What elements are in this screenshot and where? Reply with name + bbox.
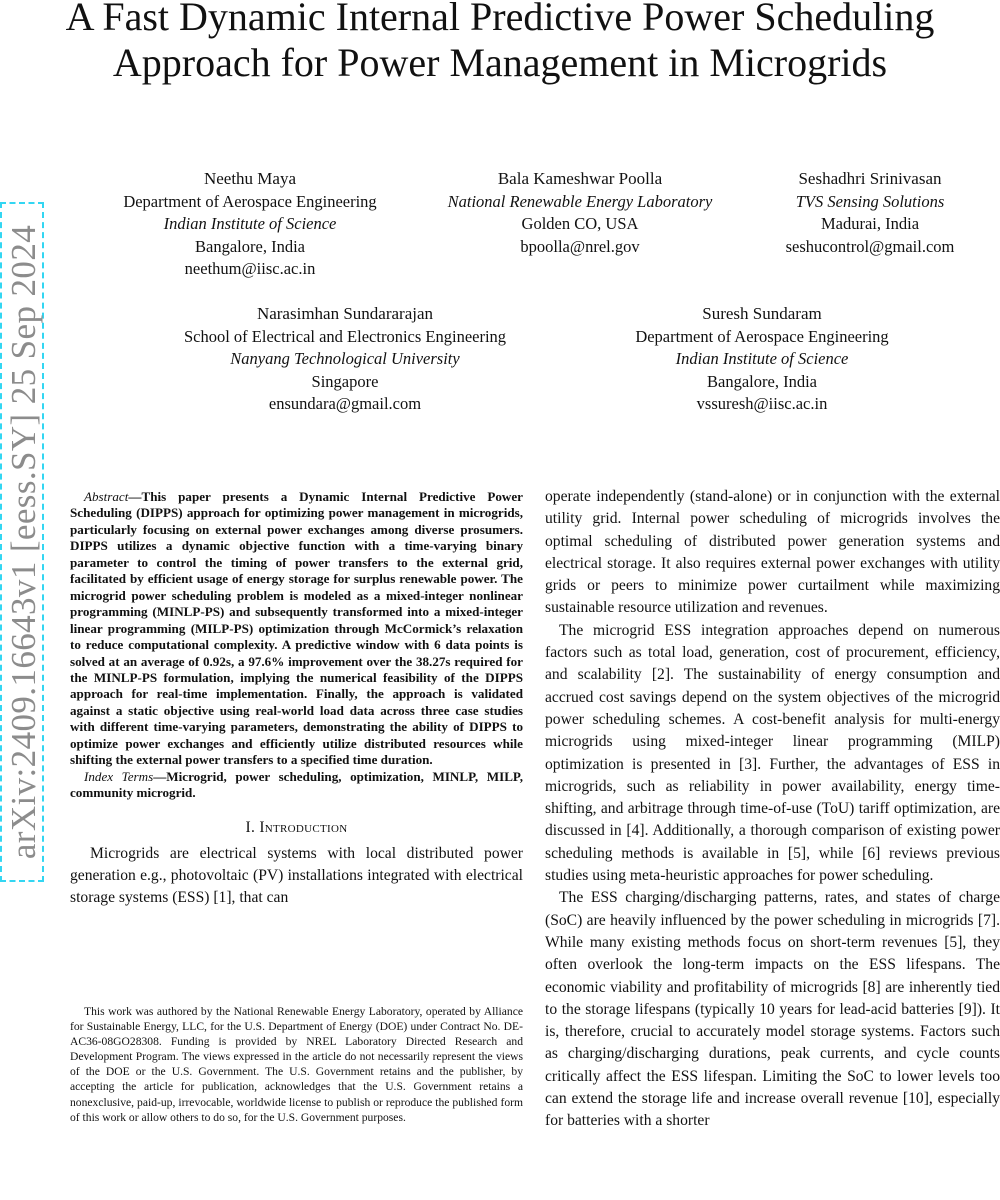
paper-title: A Fast Dynamic Internal Predictive Power Scheduling Approach for Power Management in Microgrids (65, 0, 935, 85)
left-column (70, 489, 523, 910)
paragraph: The ESS charging/discharging patterns, rates, and states of charge (SoC) are heavily influenced by the power scheduling in microgrids [7]. While many existing methods focus on short-term revenues [5], they often overlook the long-term impacts on the ESS lifespans. The economic viability and profitability of microgrids [8] are inherently tied to the storage lifespans (typically 10 years for lead-acid batteries [9]). It is, therefore, crucial to accurately model storage systems. Factors such as charging/discharging durations, peak currents, and cycle counts critically affect the ESS lifespan. Limiting the SoC to lower levels too can extend the storage life and increase overall revenue [10], especially for batteries with a shorter (545, 889, 1000, 1130)
author-block-3 (760, 168, 980, 258)
author-dept: Department of Aerospace Engineering (123, 191, 377, 211)
author-location: Bangalore, India (195, 236, 305, 256)
author-email: bpoolla@nrel.gov (520, 236, 640, 256)
author-name: Bala Kameshwar Poolla (497, 169, 663, 188)
footnote: This work was authored by the National Renewable Energy Laboratory, operated by Alliance for Sustainable Energy, LLC, for the U.S. Department of Energy (DOE) under Contract No. DE-AC36-08GO28308. Funding is provided by NREL Laboratory Directed Research and Development Program. The views expressed in the article do not necessarily represent the views of the DOE or the U.S. Government. The U.S. Government retains and the publisher, by accepting the article for publication, acknowledges that the U.S. Government retains a nonexclusive, paid-up, irrevocable, worldwide license to publish or reproduce the published form of this work or allow others to do so, for the U.S. Government purposes. (70, 1005, 523, 1124)
paragraph: The microgrid ESS integration approaches depend on numerous factors such as total load, generation, cost of procurement, efficiency, and scalability [2]. The sustainability of energy consumption and accrued cost savings depend on the system objectives of the microgrid power scheduling schemes. A cost-benefit analysis for multi-energy microgrids using mixed-integer linear programming (MILP) optimization is presented in [3]. Further, the advantages of ESS in microgrids, such as reliability in power availability, energy time-shifting, and arbitrage through time-of-use (ToU) tariff optimization, are discussed in [4]. Additionally, a thorough comparison of existing power scheduling methods is available in [5], while [6] reviews previous studies using meta-heuristic approaches for power scheduling. (545, 621, 1000, 885)
author-location: Golden CO, USA (521, 214, 639, 233)
abstract (70, 489, 523, 769)
author-block-1 (100, 168, 400, 281)
author-dept: School of Electrical and Electronics Engineering (183, 326, 507, 346)
author-email: neethum@iisc.ac.in (184, 259, 316, 278)
intro-paragraph: Microgrids are electrical systems with local distributed power generation e.g., photovoltaic (PV) installations integrated with electrical storage systems (ESS) [1], that can (70, 844, 523, 907)
author-dept: Department of Aerospace Engineering (635, 326, 889, 346)
author-name: Suresh Sundaram (702, 304, 822, 323)
index-terms-text: —Microgrid, power scheduling, optimization, MINLP, MILP, community microgrid. (70, 768, 524, 801)
author-email: ensundara@gmail.com (268, 394, 422, 413)
author-institution: Indian Institute of Science (163, 214, 337, 233)
author-location: Bangalore, India (707, 371, 817, 391)
section-number: I. (245, 818, 256, 836)
author-name: Neethu Maya (203, 169, 297, 188)
author-name: Seshadhri Srinivasan (798, 169, 942, 188)
abstract-label: Abstract (84, 489, 129, 504)
index-terms-label: Index Terms (84, 768, 154, 784)
author-institution: Indian Institute of Science (675, 349, 849, 368)
author-email: seshucontrol@gmail.com (785, 236, 955, 256)
abstract-text: —This paper presents a Dynamic Internal Predictive Power Scheduling (DIPPS) approach for optimizing power management in microgrids, particularly focusing on external power exchanges among diverse prosumers. DIPPS utilizes a dynamic objective function with a time-varying binary parameter to control the timing of power transfers to the external grid, facilitated by efficient usage of energy storage for surplus renewable power. The microgrid power scheduling problem is modeled as a mixed-integer nonlinear programming (MINLP-PS) and subsequently transformed into a mixed-integer linear programming (MILP-PS) optimization through McCormick’s relaxation to reduce computational complexity. A predictive window with 6 data points is solved at an average of 0.92s, a 97.6% improvement over the 38.27s required for the MINLP-PS formulation, implying the numerical feasibility of the DIPPS approach for real-time implementation. Finally, the approach is validated against a static objective using real-world load data across three case studies with different time-varying parameters, demonstrating the ability of DIPPS to optimize power exchanges and efficiently utilize distributed resources while shifting the external power transfers to a specified time duration. (70, 489, 523, 768)
author-institution: TVS Sensing Solutions (795, 191, 945, 211)
section-title: Introduction (259, 818, 348, 836)
section-heading (70, 819, 523, 837)
arxiv-stamp: arXiv:2409.16643v1 [eess.SY] 25 Sep 2024 (0, 202, 44, 882)
author-name: Narasimhan Sundararajan (256, 304, 434, 323)
author-block-2 (420, 168, 740, 258)
index-terms (70, 769, 523, 802)
author-block-5 (600, 303, 924, 416)
right-column (545, 486, 1000, 1133)
author-institution: Nanyang Technological University (230, 349, 460, 368)
author-block-4 (140, 303, 550, 416)
author-institution: National Renewable Energy Laboratory (447, 191, 713, 211)
paragraph: operate independently (stand-alone) or in conjunction with the external utility grid. Internal power scheduling of microgrids involves the optimal scheduling of distributed power generation systems and electrical storage. It also requires external power exchanges with utility grids or peers to minimize power curtailment while maximizing sustainable resource utilization and revenues. (545, 488, 1000, 617)
author-email: vssuresh@iisc.ac.in (696, 394, 828, 413)
author-location: Singapore (311, 371, 379, 391)
author-location: Madurai, India (820, 214, 920, 233)
